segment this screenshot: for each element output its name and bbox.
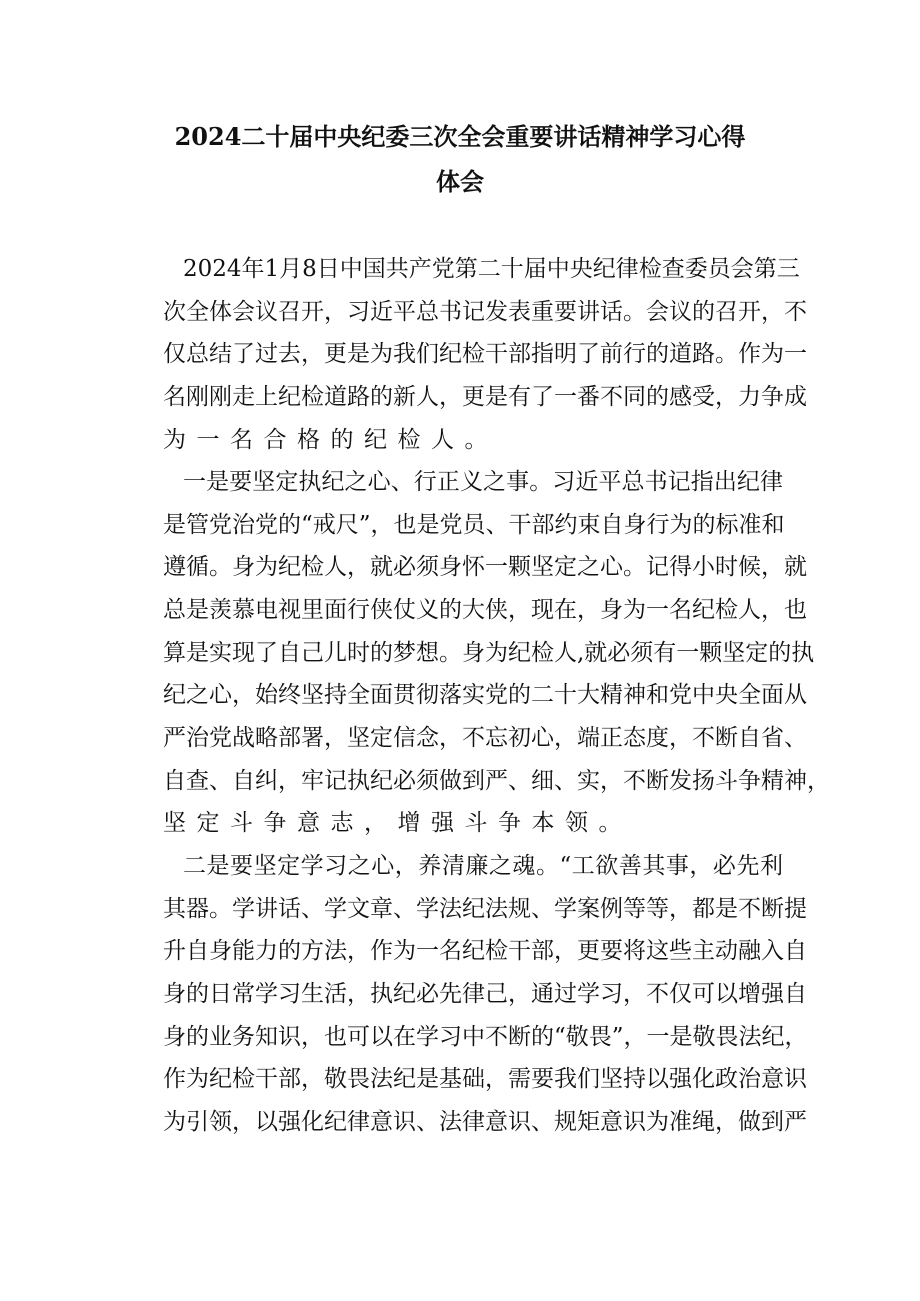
paragraph-line: 2024年1月8日中国共产党第二十届中央纪律检查委员会第三 xyxy=(183,256,800,282)
paragraph-line: 次全体会议召开，习近平总书记发表重要讲话。会议的召开，不 xyxy=(163,298,807,325)
paragraph-line: 身的业务知识，也可以在学习中不断的“敬畏”，一是敬畏法纪， xyxy=(163,1023,808,1050)
paragraph-line: 算是实现了自己儿时的梦想。身为纪检人,就必须有一颗坚定的执 xyxy=(163,639,815,666)
document-body xyxy=(163,248,830,1143)
paragraph-line: 为一名合格的纪检人。 xyxy=(163,426,498,453)
paragraph-line: 升自身能力的方法，作为一名纪检干部，更要将这些主动融入自 xyxy=(163,938,807,965)
paragraph xyxy=(163,845,808,1143)
paragraph-line: 坚定斗争意志，增强斗争本领。 xyxy=(163,810,632,837)
paragraph-line: 二是要坚定学习之心，养清廉之魂。“工欲善其事，必先利 xyxy=(183,852,783,879)
paragraph-line: 名刚刚走上纪检道路的新人，更是有了一番不同的感受，力争成 xyxy=(163,383,807,410)
paragraph-line: 作为纪检干部，敬畏法纪是基础，需要我们坚持以强化政治意识 xyxy=(163,1066,807,1093)
paragraph-line: 是管党治党的“戒尺”，也是党员、干部约束自身行为的标准和 xyxy=(163,511,785,538)
paragraph-line: 自查、自纠，牢记执纪必须做到严、细、实，不断发扬斗争精神， xyxy=(163,767,830,794)
paragraph-line: 其器。学讲话、学文章、学法纪法规、学案例等等，都是不断提 xyxy=(163,895,807,922)
paragraph-line: 仅总结了过去，更是为我们纪检干部指明了前行的道路。作为一 xyxy=(163,341,807,368)
paragraph-line: 纪之心，始终坚持全面贯彻落实党的二十大精神和党中央全面从 xyxy=(163,682,807,709)
paragraph-line: 为引领，以强化纪律意识、法律意识、规矩意识为准绳，做到严 xyxy=(163,1108,807,1135)
paragraph-line: 总是羡慕电视里面行侠仗义的大侠，现在，身为一名纪检人，也 xyxy=(163,597,807,624)
paragraph-line: 一是要坚定执纪之心、行正义之事。习近平总书记指出纪律 xyxy=(183,469,783,496)
paragraph xyxy=(163,461,830,845)
document-title-line-1: 2024二十届中央纪委三次全会重要讲话精神学习心得 xyxy=(174,122,746,151)
paragraph-line: 遵循。身为纪检人，就必须身怀一颗坚定之心。记得小时候，就 xyxy=(163,554,807,581)
document-title-line-2: 体会 xyxy=(436,167,484,196)
paragraph-line: 严治党战略部署，坚定信念，不忘初心，端正态度，不断自省、 xyxy=(163,725,807,752)
paragraph xyxy=(163,248,807,461)
paragraph-line: 身的日常学习生活，执纪必先律己，通过学习，不仅可以增强自 xyxy=(163,980,807,1007)
